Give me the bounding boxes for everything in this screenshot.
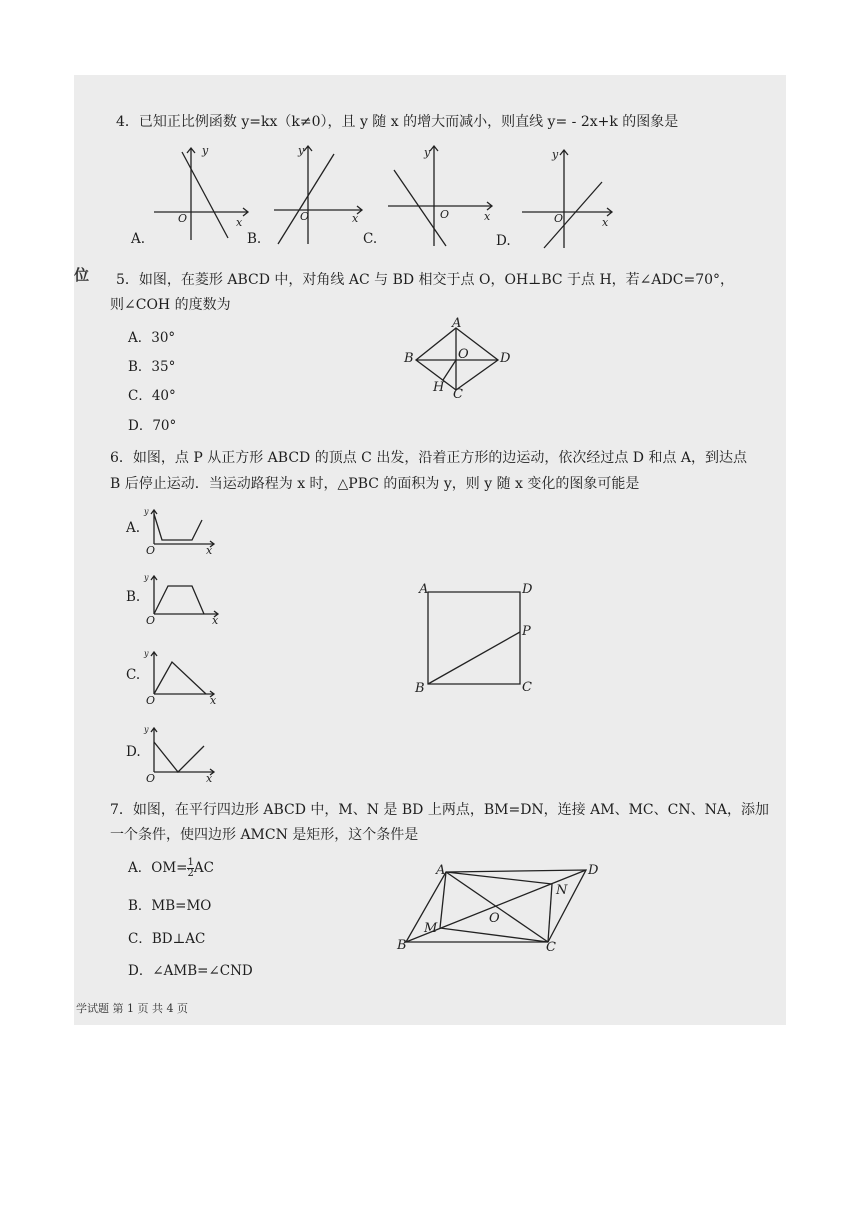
q7-option-a[interactable]: [128, 856, 214, 879]
q6d-x-label: x: [206, 772, 213, 785]
q4-option-d[interactable]: D.: [496, 233, 511, 249]
q5-option-b[interactable]: B．35°: [128, 359, 176, 375]
q7-option-a-prefix: A．OM=: [128, 860, 188, 876]
q6-option-b[interactable]: B.: [126, 589, 141, 605]
q6b-x-label: x: [212, 614, 219, 627]
q6a-y-label: y: [144, 507, 149, 516]
q4-graph-a: [148, 140, 258, 250]
q4-stem: 4．已知正比例函数 y=kx（k≠0），且 y 随 x 的增大而减小，则直线 y= - 2x+k 的图象是: [116, 114, 679, 130]
q4-option-a[interactable]: A.: [131, 231, 146, 247]
q6-option-d[interactable]: D.: [126, 744, 141, 760]
q4-option-b[interactable]: B.: [247, 231, 262, 247]
q4-graph-c: [386, 140, 496, 250]
q5-option-c[interactable]: C．40°: [128, 388, 176, 404]
q4b-x-label: x: [352, 212, 359, 225]
q4-graph-d: [518, 140, 628, 250]
q6-graph-a: [146, 506, 221, 556]
q6-stem-line1: 6．如图，点 P 从正方形 ABCD 的顶点 C 出发，沿着正方形的边运动，依次经过点 D 和点 A，到达点: [110, 450, 748, 466]
q4b-origin: O: [300, 210, 310, 223]
q6-label-b: B: [415, 681, 425, 696]
q6d-origin: O: [146, 772, 156, 785]
q4-option-c[interactable]: C.: [363, 231, 378, 247]
q5-label-c: C: [453, 387, 463, 402]
q6a-x-label: x: [206, 544, 213, 557]
q4c-origin: O: [440, 208, 450, 221]
q5-label-a: A: [452, 316, 462, 331]
q6-label-a: A: [419, 582, 429, 597]
q5-stem-line2: 则∠COH 的度数为: [110, 297, 231, 313]
q6d-y-label: y: [144, 725, 149, 734]
q6-graph-c: [144, 648, 221, 707]
page-footer: 学试题 第 1 页 共 4 页: [76, 1002, 188, 1015]
q5-label-b: B: [404, 351, 414, 366]
side-margin-char: 位: [74, 266, 90, 284]
q7-label-d: D: [588, 863, 599, 878]
q6-square-figure: [420, 582, 533, 694]
q5-option-d[interactable]: D．70°: [128, 418, 177, 434]
q7-label-n: N: [556, 883, 568, 898]
fraction-denominator: 2: [187, 868, 194, 879]
q6-option-c[interactable]: C.: [126, 667, 141, 683]
q7-option-c[interactable]: C．BD⊥AC: [128, 931, 206, 947]
q7-option-a-suffix: AC: [193, 860, 214, 876]
q4c-y-label: y: [424, 146, 431, 159]
q7-option-b[interactable]: B．MB=MO: [128, 898, 212, 914]
q6-option-a[interactable]: A.: [126, 520, 141, 536]
q4d-y-label: y: [552, 148, 559, 161]
q5-option-a[interactable]: A．30°: [128, 330, 176, 346]
q7-parallelogram-figure: [396, 860, 599, 950]
q6c-x-label: x: [210, 694, 217, 707]
q7-label-m: M: [424, 921, 438, 936]
q6c-origin: O: [146, 694, 156, 707]
q6b-origin: O: [146, 614, 156, 627]
q5-label-h: H: [433, 380, 445, 395]
fraction-numerator: 1: [187, 857, 194, 868]
q7-stem-line2: 一个条件，使四边形 AMCN 是矩形，这个条件是: [110, 827, 419, 843]
q4c-x-label: x: [484, 210, 491, 223]
q6-label-c: C: [522, 680, 532, 695]
q4a-x-label: x: [236, 216, 243, 229]
q6b-y-label: y: [144, 573, 149, 582]
q7-label-a: A: [436, 863, 446, 878]
q5-label-d: D: [500, 351, 511, 366]
q7-label-c: C: [546, 940, 556, 955]
q5-stem-line1: 5．如图，在菱形 ABCD 中，对角线 AC 与 BD 相交于点 O，OH⊥BC 于点 H，若∠ADC=70°，: [116, 272, 735, 288]
q4a-origin: O: [178, 212, 188, 225]
q4a-y-label: y: [202, 144, 209, 157]
q4b-y-label: y: [298, 144, 305, 157]
q4d-origin: O: [554, 212, 564, 225]
q7-label-b: B: [397, 938, 407, 953]
q7-option-d[interactable]: D．∠AMB=∠CND: [128, 963, 253, 979]
q5-label-o: O: [458, 347, 469, 362]
q6-graph-b: [144, 572, 226, 627]
q4d-x-label: x: [602, 216, 609, 229]
q6a-origin: O: [146, 544, 156, 557]
q6c-y-label: y: [144, 649, 149, 658]
q7-stem-line1: 7．如图，在平行四边形 ABCD 中，M、N 是 BD 上两点，BM=DN，连接 AM、MC、CN、NA，添加: [110, 802, 769, 818]
q6-label-p: P: [522, 624, 531, 639]
q6-label-d: D: [522, 582, 533, 597]
q6-graph-d: [144, 724, 221, 785]
q6-stem-line2: B 后停止运动．当运动路程为 x 时，△PBC 的面积为 y，则 y 随 x 变化的图象可能是: [110, 476, 640, 492]
q7-label-o: O: [489, 911, 500, 926]
